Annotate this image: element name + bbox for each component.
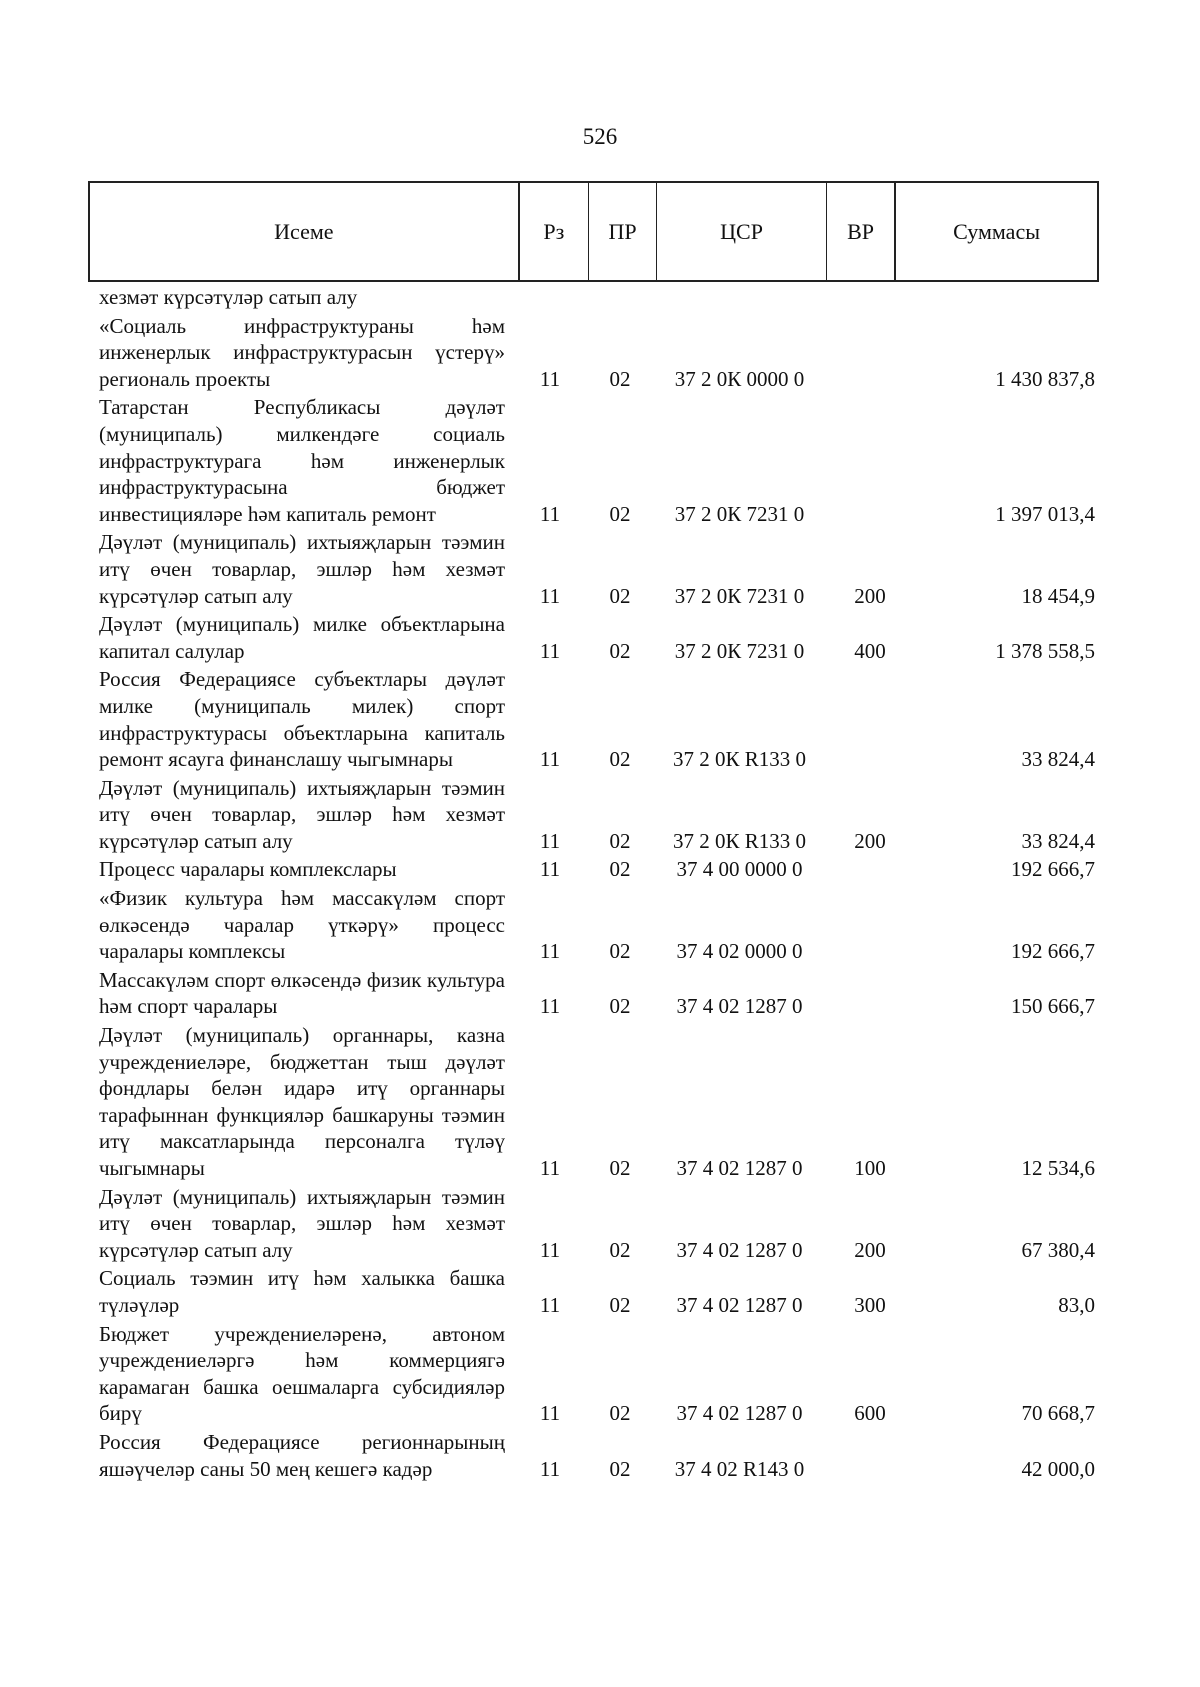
row-pr: 02 [609,857,631,882]
row-pr: 02 [609,1292,631,1317]
row-rz: 11 [539,939,561,964]
row-sum: 83,0 [1058,1292,1095,1317]
row-pr: 02 [609,939,631,964]
row-sum: 12 534,6 [1021,1156,1095,1180]
row-name: «Социаль инфраструктураны һәм инженерлык инфраструктурасын үстерү» региональ проекты [99,313,505,391]
row-pr: 02 [609,1156,631,1180]
table-row [0,883,1200,965]
row-sum: 33 824,4 [1021,828,1095,853]
table-row [0,854,1200,883]
row-pr: 02 [609,828,631,853]
row-csr: 37 2 0К 7231 0 [674,583,805,608]
table-row [0,609,1200,664]
table-row [0,664,1200,772]
row-csr: 37 4 00 0000 0 [676,857,803,882]
row-pr: 02 [609,1237,631,1262]
row-csr: 37 2 0К 7231 0 [674,501,805,526]
table-row [0,527,1200,609]
table-row [0,311,1200,393]
row-name: Татарстан Республикасы дәүләт (муниципаль) милкендәге социаль инфраструктурага һәм инженерлык инфраструктурасына бюджет инвестицияләре һәм капиталь ремонт [99,395,505,526]
table-row [0,282,1200,311]
table-row [0,965,1200,1020]
row-vr: 200 [854,828,886,853]
row-name: Россия Федерациясе регионнарының яшәүчеләр саны 50 мең кешегә кадәр [99,1429,505,1481]
table-row [0,773,1200,855]
row-name: Россия Федерациясе субъектлары дәүләт милке (муниципаль милек) спорт инфраструктурасы объектларына капиталь ремонт ясауга финанслашу чыгымнары [99,667,505,772]
row-sum: 192 666,7 [1011,939,1095,964]
row-rz: 11 [539,501,561,526]
row-sum: 18 454,9 [1021,583,1095,608]
row-rz: 11 [539,747,561,772]
table-row [0,1427,1200,1482]
row-rz: 11 [539,1456,561,1481]
row-rz: 11 [539,638,561,663]
row-name: Дәүләт (муниципаль) органнары, казна учреждениеләре, бюджеттан тыш дәүләт фондлары белән идарә итү органнары тарафыннан функцияләр башкаруны тәэмин итү максатларында персоналга түләү чыгымнары [99,1023,505,1180]
row-rz: 11 [539,994,561,1019]
table-row [0,392,1200,527]
row-vr: 600 [854,1401,886,1426]
row-csr: 37 4 02 1287 0 [676,994,803,1019]
row-name: Социаль тәэмин итү һәм халыкка башка түләүләр [99,1266,505,1317]
row-sum: 33 824,4 [1021,747,1095,772]
row-pr: 02 [609,1401,631,1426]
row-sum: 67 380,4 [1021,1237,1095,1262]
row-csr: 37 4 02 R143 0 [674,1456,805,1481]
row-csr: 37 2 0К 7231 0 [674,638,805,663]
row-pr: 02 [609,501,631,526]
row-pr: 02 [609,994,631,1019]
row-name: Бюджет учреждениеләренә, автоном учреждениеләргә һәм коммерциягә карамаган башка оешмаларга субсидияләр бирү [99,1321,505,1426]
row-csr: 37 4 02 1287 0 [676,1237,803,1262]
table-row [0,1020,1200,1182]
row-csr: 37 2 0К R133 0 [672,828,806,853]
row-pr: 02 [609,1456,631,1481]
row-pr: 02 [609,366,631,391]
row-vr: 100 [854,1156,886,1180]
row-sum: 70 668,7 [1021,1401,1095,1426]
row-name: хезмәт күрсәтүләр сатып алу [99,285,358,309]
row-pr: 02 [609,638,631,663]
table-header [88,181,1099,282]
row-rz: 11 [539,583,561,608]
row-rz: 11 [539,1292,561,1317]
row-csr: 37 2 0К 0000 0 [674,366,805,391]
row-rz: 11 [539,857,561,882]
row-name: Дәүләт (муниципаль) милке объектларына капитал салулар [99,612,505,663]
header-sum: Суммасы [895,182,1098,281]
row-vr: 400 [854,638,886,663]
header-rz: Рз [519,182,589,281]
row-name: Дәүләт (муниципаль) ихтыяҗларын тәэмин итү өчен товарлар, эшләр һәм хезмәт күрсәтүләр сатып алу [99,530,505,608]
row-name: Дәүләт (муниципаль) ихтыяҗларын тәэмин итү өчен товарлар, эшләр һәм хезмәт күрсәтүләр сатып алу [99,1184,505,1262]
row-vr: 200 [854,1237,886,1262]
table-row [0,1319,1200,1427]
row-rz: 11 [539,1156,561,1180]
row-name: «Физик культура һәм массакүләм спорт өлкәсендә чаралар үткәрү» процесс чаралары комплексы [99,886,505,964]
row-sum: 1 430 837,8 [995,366,1095,391]
row-csr: 37 4 02 0000 0 [676,939,803,964]
row-sum: 42 000,0 [1021,1456,1095,1481]
row-vr: 200 [854,583,886,608]
row-rz: 11 [539,366,561,391]
header-name: Исеме [89,182,519,281]
header-csr: ЦСР [657,182,827,281]
row-name: Массакүләм спорт өлкәсендә физик культура һәм спорт чаралары [99,967,505,1019]
header-vr: ВР [826,182,895,281]
row-pr: 02 [609,583,631,608]
row-sum: 1 378 558,5 [995,638,1095,663]
row-sum: 192 666,7 [1011,857,1095,882]
row-sum: 1 397 013,4 [995,501,1095,526]
row-name: Дәүләт (муниципаль) ихтыяҗларын тәэмин итү өчен товарлар, эшләр һәм хезмәт күрсәтүләр сатып алу [99,775,505,853]
row-csr: 37 4 02 1287 0 [676,1156,803,1180]
row-csr: 37 2 0К R133 0 [672,747,806,772]
row-vr: 300 [854,1292,886,1317]
row-rz: 11 [539,1237,561,1262]
row-pr: 02 [609,747,631,772]
header-pr: ПР [588,182,656,281]
table-row [0,1263,1200,1318]
row-rz: 11 [539,828,561,853]
budget-table-body [0,282,1200,1482]
row-name: Процесс чаралары комплекслары [99,857,397,882]
row-csr: 37 4 02 1287 0 [676,1401,803,1426]
page-number: 526 [582,124,618,149]
row-rz: 11 [539,1401,561,1426]
row-csr: 37 4 02 1287 0 [676,1292,803,1317]
table-row [0,1182,1200,1264]
row-sum: 150 666,7 [1011,994,1095,1019]
